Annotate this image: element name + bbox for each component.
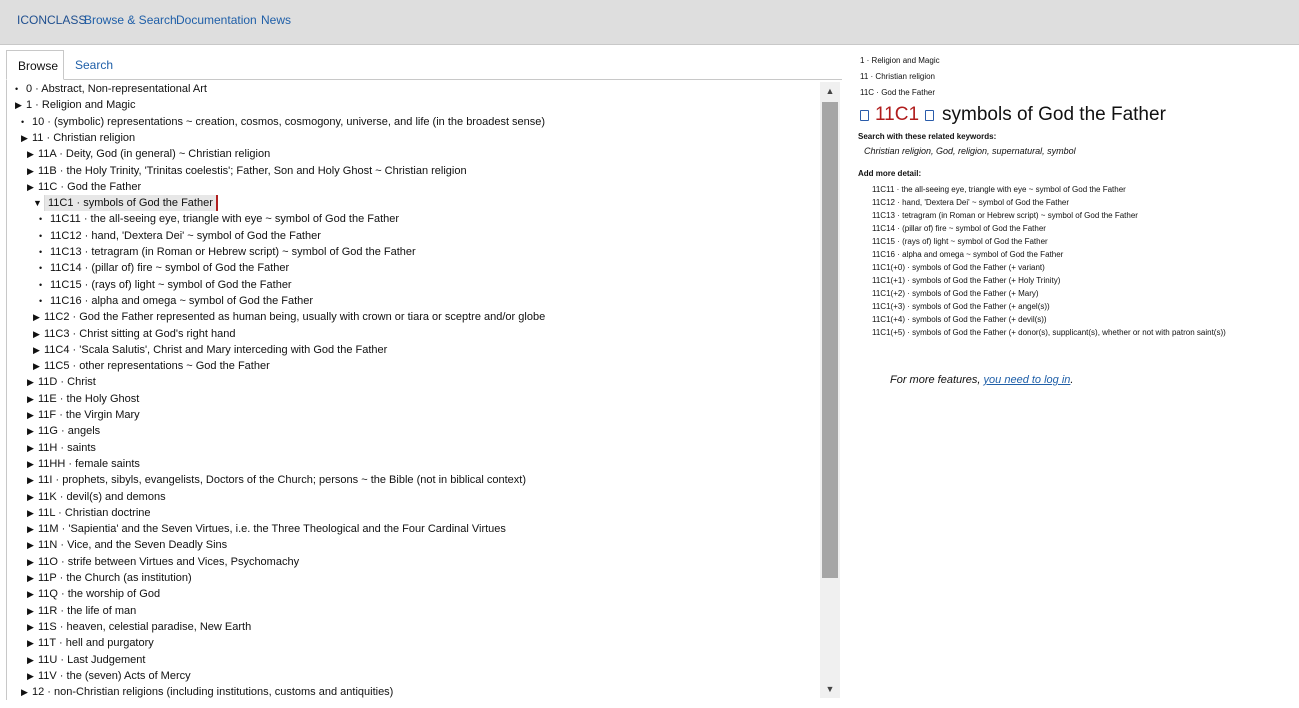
tree-row[interactable]	[27, 440, 96, 456]
scroll-down-icon[interactable]: ▼	[825, 684, 835, 694]
collapsed-arrow-icon[interactable]: ▶	[27, 670, 34, 681]
tree-row[interactable]	[21, 130, 135, 146]
collapsed-arrow-icon[interactable]: ▶	[27, 621, 34, 632]
leaf-dot-icon: •	[15, 84, 19, 94]
collapsed-arrow-icon[interactable]: ▶	[33, 312, 40, 323]
tree-row[interactable]	[39, 228, 321, 244]
tree-row-label[interactable]: 11C5 · other representations ~ God the Father	[44, 360, 270, 373]
tree-row-label[interactable]: 11H · saints	[38, 441, 96, 454]
leaf-dot-icon: •	[39, 279, 43, 290]
more-detail-item[interactable]: 11C1(+1) · symbols of God the Father (+ Holy Trinity)	[872, 276, 1061, 285]
tree-row-label[interactable]: 11U · Last Judgement	[38, 653, 146, 666]
tree-scrollbar[interactable]	[820, 82, 840, 698]
collapsed-arrow-icon[interactable]: ▶	[27, 393, 34, 404]
tree-row-label[interactable]: 11C1 · symbols of God the Father	[44, 195, 218, 211]
collapsed-arrow-icon[interactable]: ▶	[27, 165, 34, 176]
tree-row-label[interactable]: 11L · Christian doctrine	[38, 506, 151, 519]
tree-row-label[interactable]: 11C16 · alpha and omega ~ symbol of God the Father	[50, 294, 314, 307]
tree-row[interactable]	[27, 456, 140, 472]
tree-row[interactable]	[27, 668, 191, 684]
tree-row-label[interactable]: 11C13 · tetragram (in Roman or Hebrew script) ~ symbol of God the Father	[50, 246, 416, 258]
more-detail-item[interactable]: 11C1(+2) · symbols of God the Father (+ Mary)	[872, 289, 1039, 298]
tree-row[interactable]	[33, 326, 235, 342]
tree-row-label[interactable]: 11C4 · 'Scala Salutis', Christ and Mary interceding with God the Father	[44, 343, 388, 356]
collapsed-arrow-icon[interactable]: ▶	[27, 426, 34, 437]
collapsed-arrow-icon[interactable]: ▶	[27, 654, 34, 665]
tree-row[interactable]	[39, 260, 289, 276]
tree-row-label[interactable]: 11C12 · hand, 'Dextera Dei' ~ symbol of God the Father	[50, 229, 321, 242]
tree-row-label[interactable]: 11E · the Holy Ghost	[38, 392, 140, 405]
keywords-list[interactable]: Christian religion, God, religion, supernatural, symbol	[864, 146, 1076, 156]
tree-row[interactable]	[27, 603, 136, 619]
tree-row[interactable]	[27, 146, 270, 162]
tree-row-label[interactable]: 11O · strife between Virtues and Vices, Psychomachy	[38, 555, 300, 568]
scroll-up-icon[interactable]: ▲	[825, 86, 835, 96]
tree-row[interactable]	[27, 505, 151, 521]
notation-heading	[858, 100, 1166, 130]
collapsed-arrow-icon[interactable]: ▶	[27, 458, 34, 469]
leaf-dot-icon: •	[39, 247, 43, 257]
tree-row-label[interactable]: 11C11 · the all-seeing eye, triangle with eye ~ symbol of God the Father	[50, 213, 400, 226]
tree-row[interactable]	[27, 635, 154, 651]
login-prompt	[890, 374, 1073, 386]
collapsed-arrow-icon[interactable]: ▶	[33, 344, 40, 355]
login-suffix: .	[1070, 374, 1074, 386]
brand-link[interactable]: ICONCLASS	[17, 13, 87, 27]
leaf-dot-icon: •	[39, 263, 43, 274]
more-detail-item[interactable]: 11C16 · alpha and omega ~ symbol of God the Father	[872, 250, 1064, 259]
tree-row-label[interactable]: 11A · Deity, God (in general) ~ Christian religion	[38, 148, 271, 161]
tree-row-label[interactable]: 12 · non-Christian religions (including institutions, customs and antiquities)	[32, 686, 394, 699]
tab-search[interactable]: Search	[75, 58, 114, 72]
tree-row[interactable]	[27, 374, 96, 390]
tree-row[interactable]	[33, 195, 218, 211]
tree-row[interactable]	[27, 489, 166, 505]
collapsed-arrow-icon[interactable]: ▶	[21, 132, 28, 143]
expanded-arrow-icon[interactable]: ▼	[33, 198, 42, 209]
tab-browse[interactable]: Browse	[6, 50, 64, 80]
collapsed-arrow-icon[interactable]: ▶	[27, 605, 34, 616]
tree-row[interactable]	[27, 570, 192, 586]
tree-row-label[interactable]: 11C2 · God the Father represented as human being, usually with crown or tiara or sceptre and/or globe	[44, 311, 546, 324]
tree-row[interactable]	[39, 211, 399, 227]
tree-row-label[interactable]: 11C15 · (rays of) light ~ symbol of God the Father	[50, 278, 292, 291]
tab-bar	[6, 50, 842, 80]
collapsed-arrow-icon[interactable]: ▶	[27, 181, 34, 192]
breadcrumb-11c[interactable]: 11C · God the Father	[860, 88, 935, 97]
login-prefix: For more features,	[890, 374, 984, 386]
breadcrumb-11[interactable]: 11 · Christian religion	[860, 72, 935, 81]
tree-row-label[interactable]: 0 · Abstract, Non-representational Art	[26, 83, 207, 95]
tree-row[interactable]	[27, 554, 299, 570]
more-detail-item[interactable]: 11C12 · hand, 'Dextera Dei' ~ symbol of God the Father	[872, 198, 1070, 207]
detail-panel	[858, 52, 1288, 702]
collapsed-arrow-icon[interactable]: ▶	[27, 475, 34, 486]
tree-row[interactable]	[33, 358, 270, 374]
copy-icon[interactable]	[925, 110, 934, 121]
tree-row-label[interactable]: 11C14 · (pillar of) fire ~ symbol of God the Father	[50, 262, 290, 275]
collapsed-arrow-icon[interactable]: ▶	[21, 687, 28, 698]
tree-row-label[interactable]: 11T · hell and purgatory	[38, 637, 154, 650]
tree-row[interactable]	[27, 391, 139, 407]
tree-row-label[interactable]: 11V · the (seven) Acts of Mercy	[38, 669, 191, 682]
tree-row[interactable]	[39, 244, 416, 260]
collapsed-arrow-icon[interactable]: ▶	[33, 328, 40, 339]
browse-tree-panel	[6, 80, 842, 700]
keywords-heading: Search with these related keywords:	[858, 132, 997, 141]
collapsed-arrow-icon[interactable]: ▶	[27, 524, 34, 535]
breadcrumb-1[interactable]: 1 · Religion and Magic	[860, 56, 940, 65]
tree-row[interactable]	[27, 407, 140, 423]
notation-title: symbols of God the Father	[942, 104, 1166, 125]
collapsed-arrow-icon[interactable]: ▶	[27, 442, 34, 453]
tree-row-label[interactable]: 11G · angels	[38, 425, 101, 438]
nav-documentation[interactable]: Documentation	[176, 13, 257, 27]
more-detail-item[interactable]: 11C1(+4) · symbols of God the Father (+ devil(s))	[872, 315, 1047, 324]
login-link[interactable]: you need to log in	[983, 374, 1071, 386]
more-detail-item[interactable]: 11C1(+5) · symbols of God the Father (+ donor(s), supplicant(s), whether or not with patron saint(s))	[872, 328, 1226, 337]
more-detail-item[interactable]: 11C13 · tetragram (in Roman or Hebrew script) ~ symbol of God the Father	[872, 211, 1138, 220]
leaf-dot-icon: •	[39, 295, 43, 306]
tree-row[interactable]	[27, 163, 467, 179]
tree-row-label[interactable]: 11D · Christ	[38, 376, 96, 389]
tree-row[interactable]	[27, 619, 251, 635]
more-detail-item[interactable]: 11C1(+3) · symbols of God the Father (+ angel(s))	[872, 302, 1050, 311]
tree-row[interactable]	[27, 179, 141, 195]
collapsed-arrow-icon[interactable]: ▶	[27, 589, 34, 600]
tree-row[interactable]	[33, 342, 387, 358]
nav-browse-search[interactable]: Browse & Search	[84, 13, 177, 27]
leaf-dot-icon: •	[39, 230, 43, 241]
tree-row-label[interactable]: 11Q · the worship of God	[38, 588, 161, 601]
tree-row[interactable]	[27, 472, 526, 488]
tree-row[interactable]	[21, 684, 393, 700]
tree-row[interactable]	[27, 652, 145, 668]
more-detail-item[interactable]: 11C11 · the all-seeing eye, triangle with eye ~ symbol of God the Father	[872, 185, 1126, 194]
collapsed-arrow-icon[interactable]: ▶	[27, 377, 34, 388]
tree-row-label[interactable]: 11I · prophets, sibyls, evangelists, Doctors of the Church; persons ~ the Bible (not in biblical context)	[38, 474, 527, 487]
collapsed-arrow-icon[interactable]: ▶	[27, 491, 34, 502]
tree-row-label[interactable]: 11K · devil(s) and demons	[38, 490, 166, 503]
leaf-dot-icon: •	[21, 116, 25, 127]
tree-row[interactable]	[39, 293, 313, 309]
more-detail-item[interactable]: 11C1(+0) · symbols of God the Father (+ variant)	[872, 263, 1045, 272]
tree-row-label[interactable]: 11B · the Holy Trinity, 'Trinitas coelestis'; Father, Son and Holy Ghost ~ Christian religion	[38, 164, 467, 177]
nav-news[interactable]: News	[261, 13, 292, 27]
collapsed-arrow-icon[interactable]: ▶	[27, 638, 34, 649]
collapsed-arrow-icon[interactable]: ▶	[15, 100, 22, 111]
tree-row[interactable]	[33, 309, 545, 325]
tree-row-label[interactable]: 11R · the life of man	[38, 604, 137, 617]
tree-row[interactable]	[15, 81, 207, 97]
collapsed-arrow-icon[interactable]: ▶	[27, 573, 34, 583]
more-detail-item[interactable]: 11C14 · (pillar of) fire ~ symbol of God the Father	[872, 224, 1046, 233]
tree-row[interactable]	[39, 277, 292, 293]
tree-row[interactable]	[27, 423, 100, 439]
tree-row[interactable]	[15, 97, 135, 113]
collapsed-arrow-icon[interactable]: ▶	[27, 556, 34, 567]
tree-row-label[interactable]: 11HH · female saints	[38, 457, 140, 470]
top-navigation	[0, 0, 1299, 45]
tree-row[interactable]	[27, 537, 227, 553]
collapsed-arrow-icon[interactable]: ▶	[33, 361, 40, 372]
collapsed-arrow-icon[interactable]: ▶	[27, 507, 34, 518]
tree-row-label[interactable]: 11C · God the Father	[38, 180, 142, 193]
more-detail-item[interactable]: 11C15 · (rays of) light ~ symbol of God the Father	[872, 237, 1048, 246]
scroll-thumb[interactable]	[822, 102, 838, 578]
copy-icon[interactable]	[860, 110, 869, 121]
tree-row-label[interactable]: 11S · heaven, celestial paradise, New Earth	[38, 620, 252, 633]
tree-row-label[interactable]: 11N · Vice, and the Seven Deadly Sins	[38, 539, 228, 552]
collapsed-arrow-icon[interactable]: ▶	[27, 149, 34, 160]
more-detail-heading: Add more detail:	[858, 169, 922, 178]
tree-row-label[interactable]: 11F · the Virgin Mary	[38, 409, 140, 421]
tree-row-label[interactable]: 11C3 · Christ sitting at God's right hand	[44, 327, 236, 340]
tree-row[interactable]	[27, 521, 506, 537]
tree-row-label[interactable]: 1 · Religion and Magic	[26, 99, 136, 112]
tree-row[interactable]	[21, 114, 545, 130]
tree-row-label[interactable]: 11 · Christian religion	[32, 131, 136, 144]
tree-row-label[interactable]: 10 · (symbolic) representations ~ creation, cosmos, cosmogony, universe, and life (in the broadest sense)	[32, 115, 546, 128]
tree-row[interactable]	[27, 586, 160, 602]
collapsed-arrow-icon[interactable]: ▶	[27, 540, 34, 551]
leaf-dot-icon: •	[39, 214, 43, 225]
tree-row-label[interactable]: 11P · the Church (as institution)	[38, 572, 192, 584]
tree-row-label[interactable]: 11M · 'Sapientia' and the Seven Virtues, i.e. the Three Theological and the Four Cardinal Virtues	[38, 523, 506, 536]
notation-code: 11C1	[875, 104, 920, 125]
collapsed-arrow-icon[interactable]: ▶	[27, 410, 34, 420]
